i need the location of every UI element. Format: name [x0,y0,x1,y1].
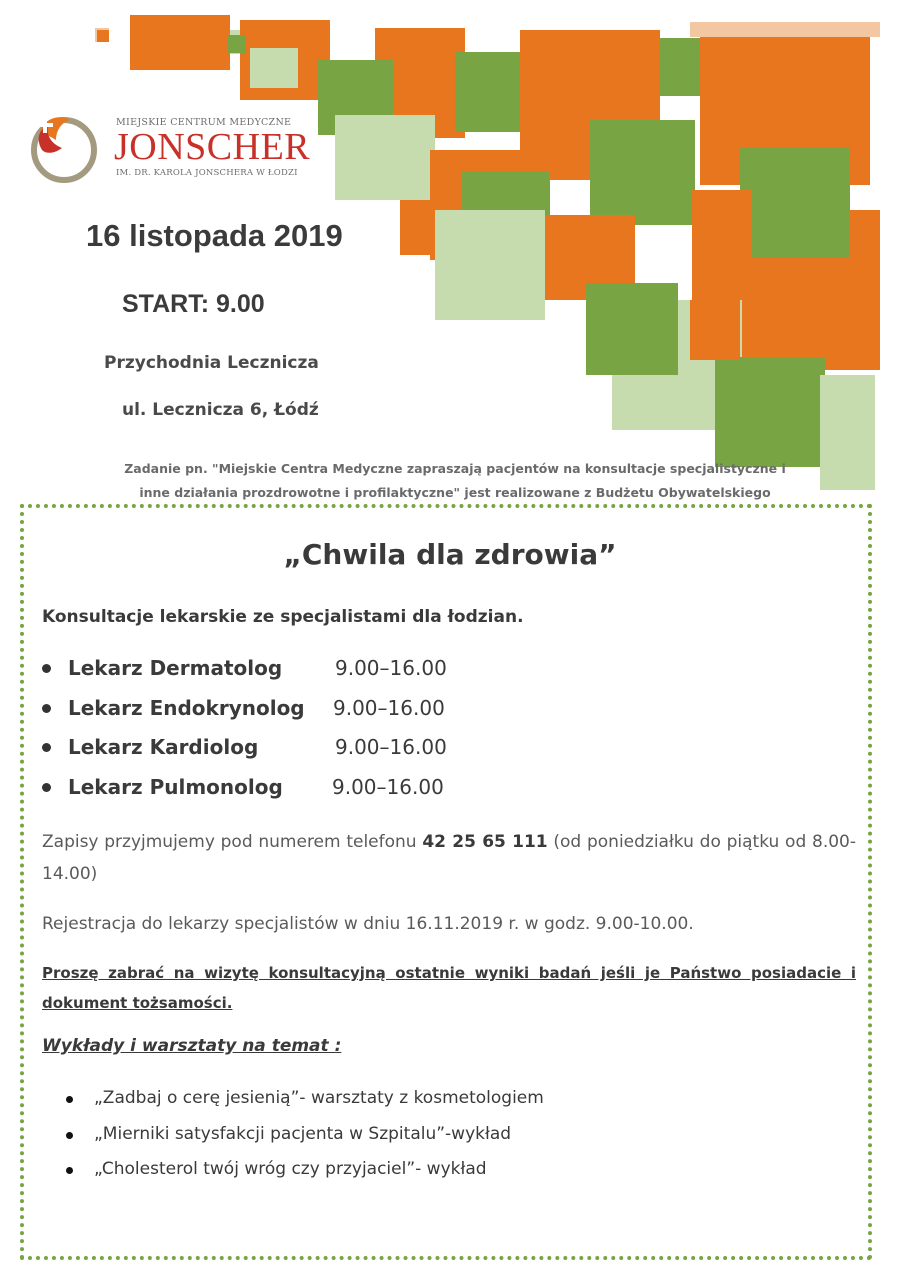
main-title: „Chwila dla zdrowia” [283,538,617,571]
intro-text: Konsultacje lekarskie ze specjalistami dla łodzian. [42,607,524,627]
task-note-line: Zadanie pn. "Miejskie Centra Medyczne zapraszają pacjentów na konsultacje specjalistyczne i [124,461,786,476]
lectures-heading: Wykłady i warsztaty na temat : [42,1036,342,1056]
lecture-text: „Mierniki satysfakcji pacjenta w Szpitalu”-wykład [94,1124,512,1144]
doctor-hours: 9.00–16.00 [335,735,447,759]
phone-number: 42 25 65 111 [422,832,548,852]
bullet-icon [42,704,51,713]
notice-paragraph: Proszę zabrać na wizytę konsultacyjną ostatnie wyniki badań jeśli je Państwo posiadacie i dokument tożsamości. [42,964,856,1012]
signup-hours: (od poniedziałku do piątku od 8.00-14.00) [42,832,856,884]
jonscher-logo-icon [26,110,102,186]
bullet-icon [42,664,51,673]
doctor-hours: 9.00–16.00 [333,696,445,720]
event-date: 16 listopada 2019 [86,218,343,253]
signup-text: Zapisy przyjmujemy pod numerem telefonu [42,832,417,852]
bullet-icon [42,783,51,792]
event-address: ul. Lecznicza 6, Łódź [122,400,319,420]
doctor-name: Lekarz Kardiolog [68,735,259,759]
logo-name: JONSCHER [114,126,311,168]
doctor-hours: 9.00–16.00 [335,656,447,680]
bullet-icon [66,1167,73,1174]
lecture-text: „Cholesterol twój wróg czy przyjaciel”- wykład [94,1159,487,1179]
event-start: START: 9.00 [122,290,265,318]
task-note-line: inne działania prozdrowotne i profilaktyczne" jest realizowane z Budżetu Obywatelskiego [139,485,771,500]
signup-paragraph [42,826,856,890]
doctor-hours: 9.00–16.00 [332,775,444,799]
doctor-name: Lekarz Endokrynolog [68,696,305,720]
lecture-text: „Zadbaj o cerę jesienią”- warsztaty z kosmetologiem [94,1088,544,1108]
doctor-name: Lekarz Dermatolog [68,656,283,680]
event-place: Przychodnia Lecznicza [104,353,319,373]
doctor-name: Lekarz Pulmonolog [68,775,283,799]
logo-top-line: MIEJSKIE CENTRUM MEDYCZNE [116,117,292,128]
bullet-icon [66,1132,73,1139]
bullet-icon [42,743,51,752]
task-note [30,457,880,505]
registration-paragraph: Rejestracja do lekarzy specjalistów w dniu 16.11.2019 r. w godz. 9.00-10.00. [42,914,694,934]
bullet-icon [66,1096,73,1103]
logo-sub-line: IM. DR. KAROLA JONSCHERA W ŁODZI [116,168,298,178]
